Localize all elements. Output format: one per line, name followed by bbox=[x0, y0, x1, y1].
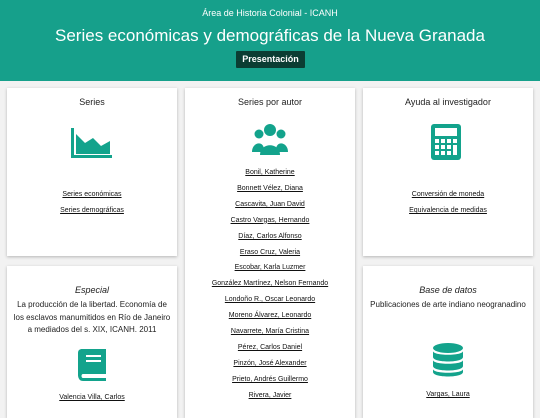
author-link[interactable]: Cascavita, Juan David bbox=[235, 200, 305, 208]
area-chart-icon bbox=[71, 128, 113, 160]
author-link[interactable]: Díaz, Carlos Alfonso bbox=[238, 232, 302, 240]
header-subtitle: Área de Historia Colonial - ICANH bbox=[202, 8, 338, 18]
special-link-author[interactable]: Valencia Villa, Carlos bbox=[59, 394, 125, 401]
series-heading: Series bbox=[79, 97, 105, 107]
author-link[interactable]: Pérez, Carlos Daniel bbox=[237, 343, 303, 351]
author-link[interactable]: Escobar, Karla Luzmer bbox=[234, 264, 306, 272]
author-link[interactable]: Castro Vargas, Hernando bbox=[230, 216, 310, 224]
help-link-conversion[interactable]: Conversión de moneda bbox=[411, 191, 485, 198]
author-link[interactable]: González Martínez, Nelson Fernando bbox=[211, 280, 329, 288]
special-text: La producción de la libertad. Economía de los esclavos manumitidos en Río de Janeiro a mediados del s. XIX, ICANH. 2011 bbox=[13, 300, 171, 334]
series-card bbox=[7, 88, 177, 256]
special-heading: Especial bbox=[74, 285, 110, 295]
author-link[interactable]: Bonnett Vélez, Diana bbox=[237, 184, 303, 192]
series-link-demograficas[interactable]: Series demográficas bbox=[60, 207, 124, 214]
book-icon bbox=[78, 349, 106, 381]
database-icon bbox=[433, 343, 463, 377]
author-link[interactable]: Prieto, Andrés Guillermo bbox=[232, 375, 308, 383]
author-link[interactable]: Navarrete, María Cristina bbox=[230, 328, 310, 335]
page-title: Series económicas y demográficas de la Nueva Granada bbox=[55, 26, 485, 45]
users-icon bbox=[252, 122, 288, 156]
database-text: Publicaciones de arte indiano neogranadino bbox=[370, 300, 526, 309]
author-link[interactable]: Pinzón, José Alexander bbox=[233, 359, 307, 367]
author-link[interactable]: Bonil, Katherine bbox=[245, 169, 295, 176]
database-link-author[interactable]: Vargas, Laura bbox=[426, 391, 470, 398]
help-card bbox=[363, 88, 533, 256]
presentacion-button[interactable]: Presentación bbox=[236, 51, 305, 68]
author-link[interactable]: Moreno Álvarez, Leonardo bbox=[228, 312, 312, 320]
database-card bbox=[363, 266, 533, 418]
site-header bbox=[0, 0, 540, 81]
authors-card bbox=[185, 88, 355, 418]
database-heading: Base de datos bbox=[419, 285, 477, 295]
help-link-equivalencia[interactable]: Equivalencia de medidas bbox=[409, 207, 487, 214]
special-card bbox=[7, 266, 177, 418]
calculator-icon bbox=[431, 124, 461, 160]
series-link-economicas[interactable]: Series económicas bbox=[62, 191, 122, 198]
authors-heading: Series por autor bbox=[237, 97, 303, 107]
help-heading: Ayuda al investigador bbox=[405, 97, 491, 107]
author-link[interactable]: Londoño R., Oscar Leonardo bbox=[224, 296, 316, 304]
author-link[interactable]: Eraso Cruz, Valeria bbox=[239, 248, 301, 256]
author-link[interactable]: Rivera, Javier bbox=[248, 391, 292, 399]
